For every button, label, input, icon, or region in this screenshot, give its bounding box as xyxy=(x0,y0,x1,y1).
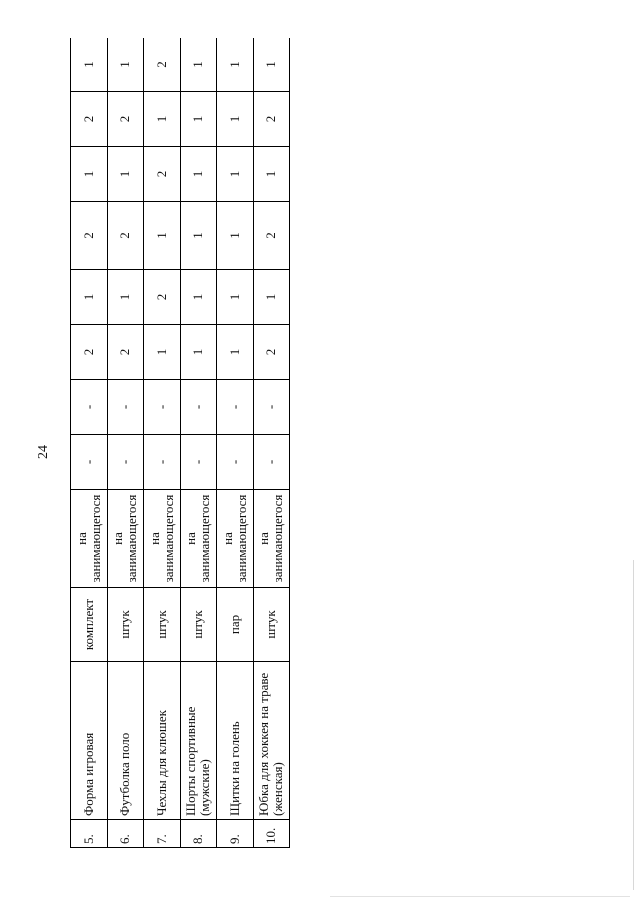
cell-c5: 1 xyxy=(217,202,254,270)
cell-c1: - xyxy=(71,435,108,490)
table-row xyxy=(71,38,108,848)
cell-c6: 1 xyxy=(253,147,290,202)
cell-name: Щитки на голень xyxy=(217,662,254,820)
cell-c2: - xyxy=(217,380,254,435)
cell-name: Форма игровая xyxy=(71,662,108,820)
cell-c7: 1 xyxy=(180,92,217,147)
cell-per: на занимающегося xyxy=(71,490,108,588)
cell-c5: 2 xyxy=(253,202,290,270)
cell-c3: 2 xyxy=(71,325,108,380)
equipment-table-container xyxy=(70,38,290,848)
cell-c6: 2 xyxy=(144,147,181,202)
cell-c2: - xyxy=(107,380,144,435)
cell-c8: 1 xyxy=(107,38,144,92)
cell-c1: - xyxy=(144,435,181,490)
cell-per: на занимающегося xyxy=(144,490,181,588)
cell-c6: 1 xyxy=(107,147,144,202)
cell-num: 10. xyxy=(253,820,290,848)
cell-c7: 1 xyxy=(144,92,181,147)
table-body xyxy=(71,38,290,848)
cell-c3: 1 xyxy=(217,325,254,380)
cell-c2: - xyxy=(253,380,290,435)
cell-per: на занимающегося xyxy=(107,490,144,588)
table-row xyxy=(217,38,254,848)
cell-per: на занимающегося xyxy=(217,490,254,588)
cell-name: Юбка для хоккея на траве (женская) xyxy=(253,662,290,820)
cell-num: 7. xyxy=(144,820,181,848)
table-row xyxy=(180,38,217,848)
cell-c7: 2 xyxy=(253,92,290,147)
cell-c8: 1 xyxy=(217,38,254,92)
cell-c2: - xyxy=(71,380,108,435)
table-row xyxy=(144,38,181,848)
cell-c2: - xyxy=(144,380,181,435)
cell-c6: 1 xyxy=(217,147,254,202)
cell-unit: штук xyxy=(144,588,181,662)
cell-num: 6. xyxy=(107,820,144,848)
cell-c4: 1 xyxy=(71,270,108,325)
scan-bottom-line xyxy=(330,896,630,897)
scan-edge-line xyxy=(633,560,634,890)
cell-c4: 1 xyxy=(107,270,144,325)
cell-c5: 1 xyxy=(144,202,181,270)
cell-c2: - xyxy=(180,380,217,435)
cell-c1: - xyxy=(107,435,144,490)
cell-c6: 1 xyxy=(180,147,217,202)
cell-unit: штук xyxy=(253,588,290,662)
cell-name: Шорты спортивные (мужские) xyxy=(180,662,217,820)
cell-c5: 1 xyxy=(180,202,217,270)
equipment-table xyxy=(70,38,290,848)
cell-num: 5. xyxy=(71,820,108,848)
cell-c8: 2 xyxy=(144,38,181,92)
cell-unit: комплект xyxy=(71,588,108,662)
cell-c4: 1 xyxy=(180,270,217,325)
cell-c7: 1 xyxy=(217,92,254,147)
cell-c8: 1 xyxy=(253,38,290,92)
cell-num: 8. xyxy=(180,820,217,848)
cell-unit: штук xyxy=(107,588,144,662)
cell-num: 9. xyxy=(217,820,254,848)
cell-c4: 2 xyxy=(144,270,181,325)
cell-per: на занимающегося xyxy=(180,490,217,588)
cell-c3: 2 xyxy=(107,325,144,380)
table-row xyxy=(253,38,290,848)
cell-c7: 2 xyxy=(107,92,144,147)
cell-unit: пар xyxy=(217,588,254,662)
cell-c1: - xyxy=(180,435,217,490)
cell-c8: 1 xyxy=(71,38,108,92)
cell-c7: 2 xyxy=(71,92,108,147)
cell-c3: 1 xyxy=(180,325,217,380)
cell-name: Футболка поло xyxy=(107,662,144,820)
cell-c6: 1 xyxy=(71,147,108,202)
cell-unit: штук xyxy=(180,588,217,662)
cell-c3: 2 xyxy=(253,325,290,380)
cell-c5: 2 xyxy=(71,202,108,270)
cell-c8: 1 xyxy=(180,38,217,92)
cell-c4: 1 xyxy=(253,270,290,325)
cell-c5: 2 xyxy=(107,202,144,270)
table-row xyxy=(107,38,144,848)
page-number: 24 xyxy=(36,445,51,459)
cell-c1: - xyxy=(217,435,254,490)
cell-name: Чехлы для клюшек xyxy=(144,662,181,820)
cell-c1: - xyxy=(253,435,290,490)
cell-per: на занимающегося xyxy=(253,490,290,588)
cell-c4: 1 xyxy=(217,270,254,325)
cell-c3: 1 xyxy=(144,325,181,380)
